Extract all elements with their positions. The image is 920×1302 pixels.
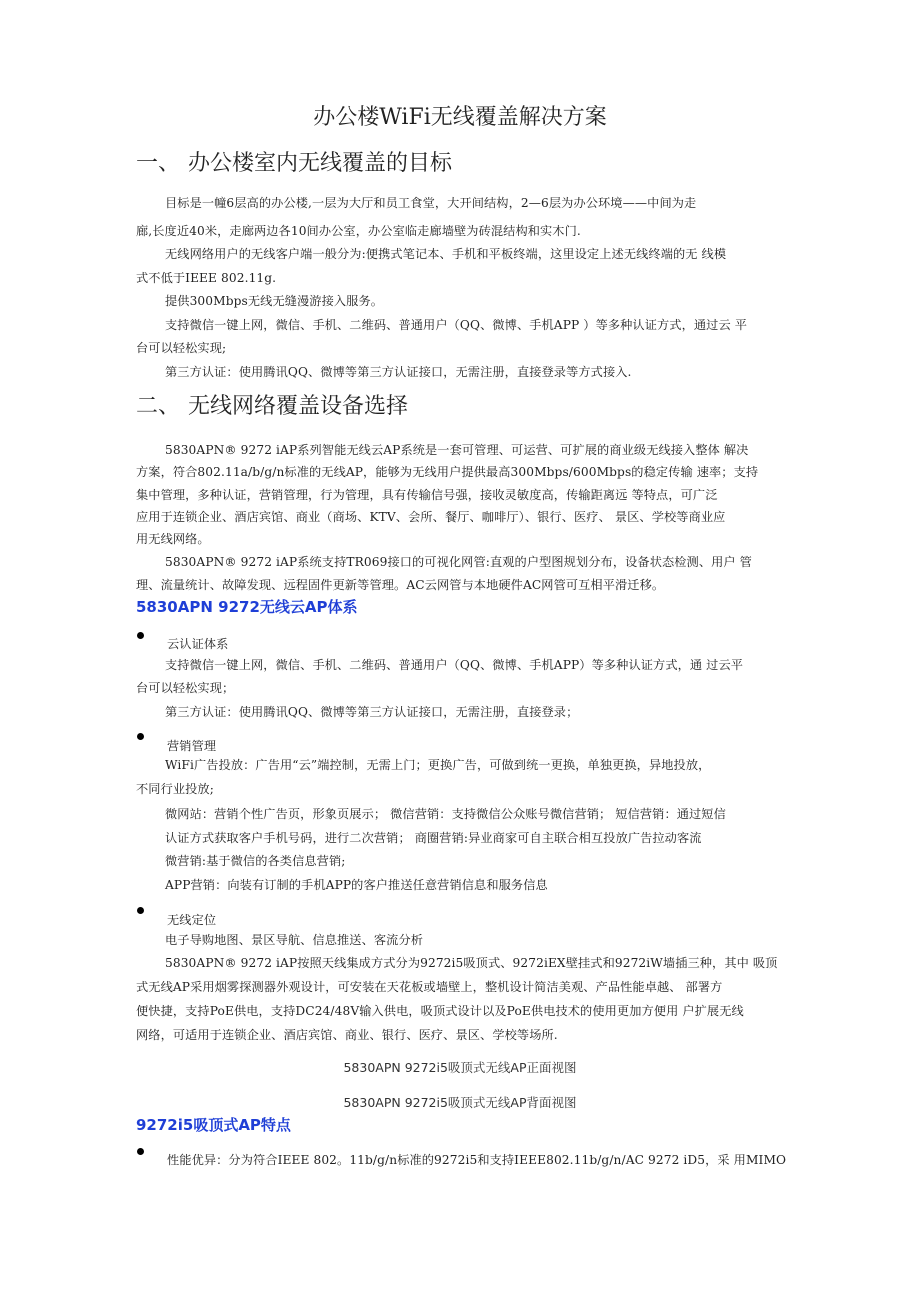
cloud-ap-heading: 5830APN 9272无线云AP体系 (136, 598, 358, 616)
paragraph-line: APP营销：向装有订制的手机APP的客户推送任意营销信息和服务信息 (165, 878, 548, 892)
section-heading-2 (136, 389, 408, 420)
paragraph-line: 台可以轻松实现； (136, 681, 235, 695)
paragraph-line: 方案，符合802.11a/b/g/n标准的无线AP，能够为无线用户提供最高300Mbps/600Mbps的稳定传输 速率；支持 (136, 465, 759, 479)
paragraph-line: 应用于连锁企业、酒店宾馆、商业（商场、KTV、会所、餐厅、咖啡厅）、银行、医疗、 景区、学校等商业应 (136, 510, 726, 524)
paragraph-line: 理、流量统计、故障发现、远程固件更新等管理。AC云网管与本地硬件AC网管可互相平滑迁移。 (136, 578, 665, 592)
bullet-label: 云认证体系 (167, 637, 229, 651)
figure-caption-front: 5830APN 9272i5吸顶式无线AP正面视图 (343, 1060, 577, 1075)
paragraph-line: 台可以轻松实现; (136, 341, 227, 355)
paragraph-line: 目标是一幢6层高的办公楼,一层为大厅和员工食堂，大开间结构，2—6层为办公环境——中间为走 (165, 196, 697, 210)
paragraph-line: 第三方认证：使用腾讯QQ、微博等第三方认证接口，无需注册，直接登录； (165, 705, 579, 719)
bullet-dot-icon (137, 632, 144, 639)
paragraph-line: 廊,长度近40米，走廊两边各10间办公室，办公室临走廊墙壁为砖混结构和实木门. (136, 224, 581, 238)
paragraph-line: 支持微信一键上网，微信、手机、二维码、普通用户（QQ、微博、手机APP）等多种认证方式，通 过云平 (165, 658, 744, 672)
paragraph-line: 提供300Mbps无线无缝漫游接入服务。 (165, 294, 384, 308)
paragraph-line: 式无线AP采用烟雾探测器外观设计，可安装在天花板或墙壁上，整机设计简洁美观、产品性能卓越、 部署方 (136, 980, 723, 994)
section-number: 一、 (136, 151, 181, 176)
paragraph-line: 用无线网络。 (136, 532, 210, 546)
paragraph-line: 5830APN® 9272 iAP按照天线集成方式分为9272i5吸顶式、9272iEX壁挂式和9272iW墙插三种，其中 吸顶 (165, 956, 778, 970)
paragraph-line: 式不低于IEEE 802.11g. (136, 271, 277, 285)
bullet-label: 无线定位 (167, 913, 217, 927)
figure-caption-back: 5830APN 9272i5吸顶式无线AP背面视图 (343, 1095, 577, 1110)
paragraph-line: 支持微信一键上网，微信、手机、二维码、普通用户（QQ、微博、手机APP ）等多种认证方式，通过云 平 (165, 318, 747, 332)
bullet-dot-icon (137, 907, 144, 914)
paragraph-line: 微网站：营销个性广告页，形象页展示； 微信营销：支持微信公众账号微信营销； 短信营销：通过短信 (165, 807, 726, 821)
paragraph-line: 5830APN® 9272 iAP系列智能无线云AP系统是一套可管理、可运营、可扩展的商业级无线接入整体 解决 (165, 443, 749, 457)
paragraph-line: 集中管理，多种认证，营销管理，行为管理，具有传输信号强，接收灵敏度高，传输距离远 等特点，可广泛 (136, 488, 718, 502)
section-number: 二、 (136, 394, 181, 419)
document-title: 办公楼WiFi无线覆盖解决方案 (313, 105, 607, 130)
paragraph-line: 便快捷，支持PoE供电，支持DC24/48V输入供电，吸顶式设计以及PoE供电技术的使用更加方便用 户扩展无线 (136, 1004, 744, 1018)
paragraph-line: 不同行业投放; (136, 782, 214, 796)
bullet-label: 营销管理 (167, 739, 217, 753)
bullet-label: 性能优异：分为符合IEEE 802。11b/g/n标准的9272i5和支持IEEE802.11b/g/n/AC 9272 iD5，采 用MIMO (167, 1153, 787, 1167)
paragraph-line: 网络，可适用于连锁企业、酒店宾馆、商业、银行、医疗、景区、学校等场所. (136, 1028, 558, 1042)
features-heading: 9272i5吸顶式AP特点 (136, 1116, 291, 1134)
bullet-dot-icon (137, 733, 144, 740)
section-heading-1 (136, 146, 452, 177)
paragraph-line: 5830APN® 9272 iAP系统支持TR069接口的可视化网管:直观的户型图规划分布，设备状态检测、用户 管 (165, 555, 752, 569)
paragraph-line: 微营销:基于微信的各类信息营销; (165, 854, 346, 868)
section-title: 办公楼室内无线覆盖的目标 (188, 151, 453, 176)
paragraph-line: 第三方认证：使用腾讯QQ、微博等第三方认证接口，无需注册，直接登录等方式接入. (165, 365, 632, 379)
paragraph-line: WiFi广告投放：广告用“云”端控制，无需上门；更换广告，可做到统一更换，单独更换，异地投放， (165, 758, 711, 772)
bullet-dot-icon (137, 1148, 144, 1155)
paragraph-line: 认证方式获取客户手机号码，进行二次营销； 商圈营销:异业商家可自主联合相互投放广告拉动客流 (165, 831, 702, 845)
paragraph-line: 无线网络用户的无线客户端一般分为:便携式笔记本、手机和平板终端，这里设定上述无线终端的无 线模 (165, 247, 727, 261)
section-title: 无线网络覆盖设备选择 (188, 394, 409, 419)
paragraph-line: 电子导购地图、景区导航、信息推送、客流分析 (165, 933, 424, 947)
